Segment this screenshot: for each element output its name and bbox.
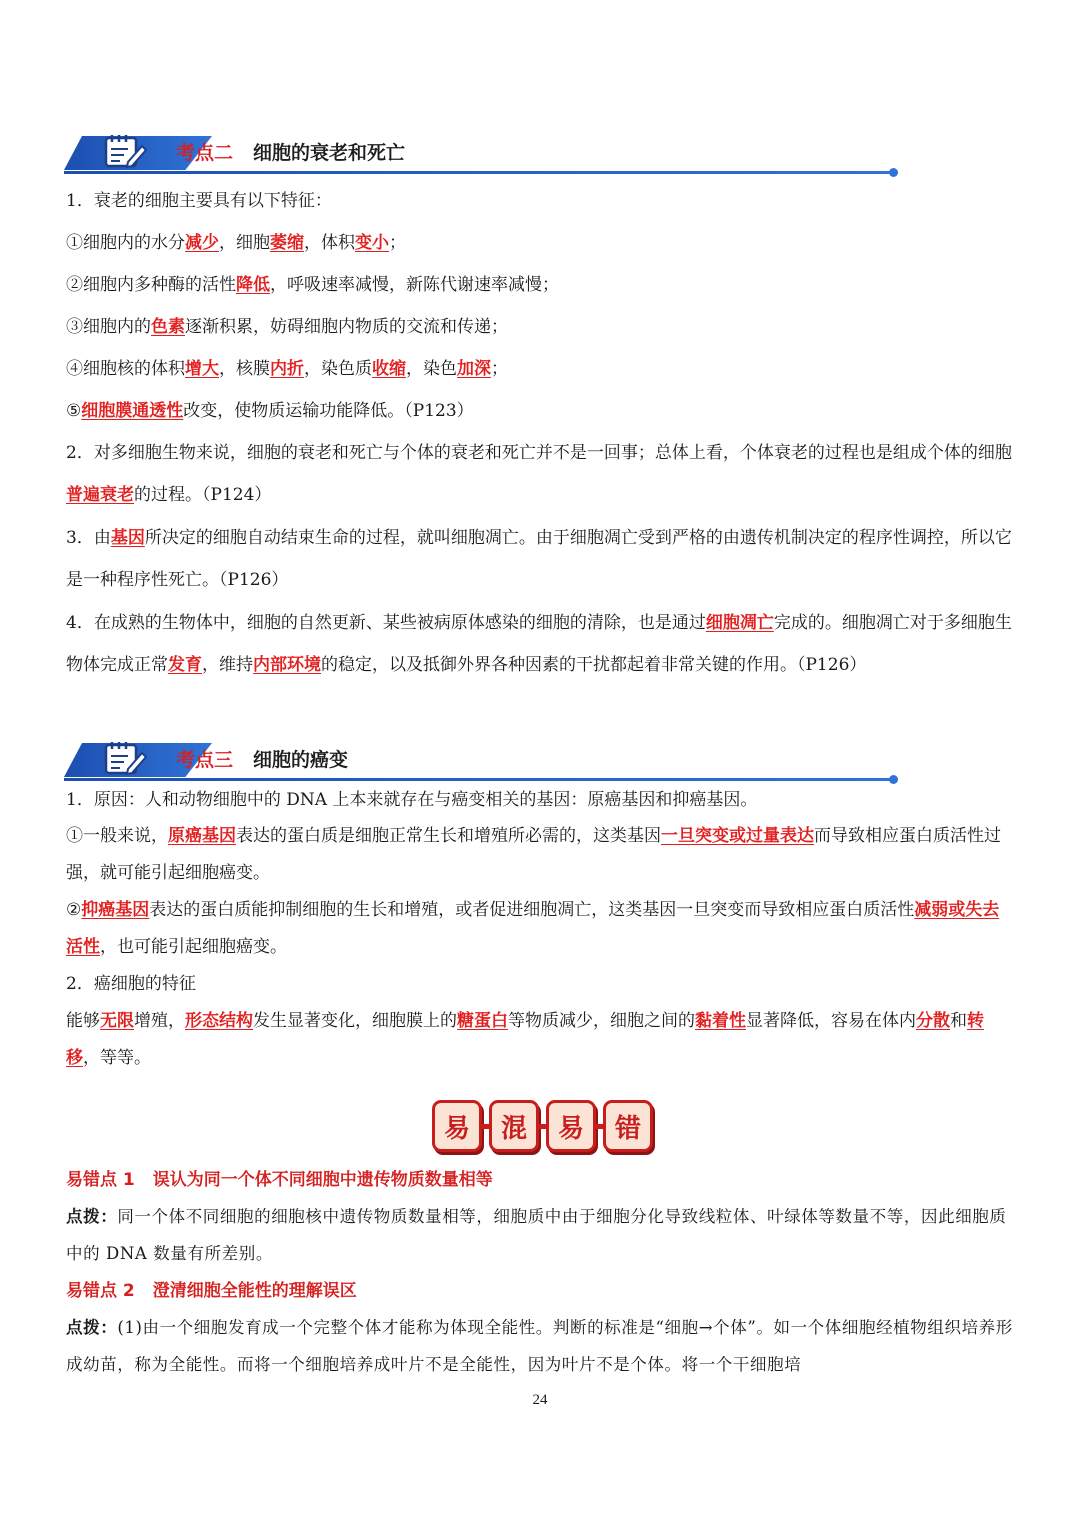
- paragraph: ⑤细胞膜通透性改变，使物质运输功能降低。（P123）: [66, 401, 474, 421]
- key-term: 一旦突变或过量表达: [661, 826, 814, 846]
- paragraph: ①细胞内的水分减少，细胞萎缩，体积变小；: [66, 233, 406, 253]
- tip-paragraph: 点拨：(1)由一个细胞发育成一个完整个体才能称为体现全能性。判断的标准是“细胞→个体”。如一个体细胞经植物组织培养形成幼苗，称为全能性。而将一个细胞培养成叶片不是全能性，因为叶片不是个体。将一个干细胞培: [66, 1318, 1013, 1374]
- section-number: 考点二: [176, 141, 234, 164]
- section-header-3: [64, 737, 894, 781]
- key-term: 减弱或失去活性: [66, 900, 1000, 957]
- key-term: 发育: [168, 655, 202, 675]
- notepad-pencil-icon: [98, 739, 154, 779]
- banner-char: 易: [432, 1100, 482, 1152]
- banner-char: 易: [546, 1100, 596, 1152]
- paragraph: 4．在成熟的生物体中，细胞的自然更新、某些被病原体感染的细胞的清除，也是通过细胞凋亡完成的。细胞凋亡对于多细胞生物体完成正常发育，维持内部环境的稳定，以及抵御外界各种因素的干扰都起着非常关键的作用。（P126）: [66, 613, 1012, 675]
- banner-char: 错: [603, 1100, 653, 1152]
- page-number: 24: [532, 1392, 548, 1408]
- key-term: 色素: [151, 317, 185, 337]
- paragraph: 1．衰老的细胞主要具有以下特征：: [66, 191, 332, 211]
- key-term: 普遍衰老: [66, 485, 134, 505]
- tip-label: 点拨：: [66, 1207, 118, 1226]
- section-header-2: [64, 130, 894, 174]
- key-term: 糖蛋白: [457, 1011, 508, 1031]
- key-term: 收缩: [372, 359, 406, 379]
- paragraph: ②抑癌基因表达的蛋白质能抑制细胞的生长和增殖，或者促进细胞凋亡，这类基因一旦突变而导致相应蛋白质活性减弱或失去活性，也可能引起细胞癌变。: [66, 900, 1000, 957]
- tip-paragraph: 点拨：同一个体不同细胞的细胞核中遗传物质数量相等，细胞质中由于细胞分化导致线粒体、叶绿体等数量不等，因此细胞质中的 DNA 数量有所差别。: [66, 1207, 1007, 1263]
- key-term: 内部环境: [253, 655, 321, 675]
- section-number: 考点三: [176, 748, 234, 771]
- paragraph: 2．对多细胞生物来说，细胞的衰老和死亡与个体的衰老和死亡并不是一回事；总体上看，个体衰老的过程也是组成个体的细胞普遍衰老的过程。（P124）: [66, 443, 1012, 505]
- tip-label: 点拨：: [66, 1318, 118, 1337]
- key-term: 基因: [110, 528, 145, 548]
- paragraph: 2．癌细胞的特征: [66, 974, 196, 994]
- paragraph: ③细胞内的色素逐渐积累，妨碍细胞内物质的交流和传递；: [66, 317, 508, 337]
- key-term: 变小: [355, 233, 389, 253]
- key-term: 抑癌基因: [81, 900, 150, 920]
- section-title: 细胞的癌变: [253, 748, 349, 771]
- key-term: 增大: [185, 359, 219, 379]
- paragraph: ①一般来说，原癌基因表达的蛋白质是细胞正常生长和增殖所必需的，这类基因一旦突变或过量表达而导致相应蛋白质活性过强，就可能引起细胞癌变。: [66, 826, 1001, 883]
- key-term: 降低: [236, 275, 270, 295]
- key-term: 转移: [66, 1011, 984, 1068]
- key-term: 细胞凋亡: [705, 613, 774, 633]
- header-rule: [64, 778, 894, 781]
- key-term: 形态结构: [185, 1011, 253, 1031]
- paragraph: 3．由基因所决定的细胞自动结束生命的过程，就叫细胞凋亡。由于细胞凋亡受到严格的由遗传机制决定的程序性调控，所以它是一种程序性死亡。（P126）: [66, 528, 1012, 590]
- key-term: 细胞膜通透性: [81, 401, 184, 421]
- header-rule: [64, 171, 894, 174]
- banner-char: 混: [489, 1100, 539, 1152]
- key-term: 萎缩: [270, 233, 304, 253]
- paragraph: ②细胞内多种酶的活性降低，呼吸速率减慢，新陈代谢速率减慢；: [66, 275, 559, 295]
- key-term: 内折: [270, 359, 304, 379]
- error-point-heading: 易错点 2 澄清细胞全能性的理解误区: [66, 1281, 357, 1301]
- key-term: 黏着性: [695, 1011, 746, 1031]
- paragraph: 能够无限增殖，形态结构发生显著变化，细胞膜上的糖蛋白等物质减少，细胞之间的黏着性显著降低，容易在体内分散和转移，等等。: [66, 1011, 984, 1068]
- confusion-banner: [432, 1100, 652, 1156]
- key-term: 减少: [185, 233, 219, 253]
- paragraph: 1．原因：人和动物细胞中的 DNA 上本来就存在与癌变相关的基因：原癌基因和抑癌基因。: [66, 790, 758, 810]
- key-term: 加深: [457, 359, 491, 379]
- key-term: 分散: [916, 1011, 950, 1031]
- error-point-heading: 易错点 1 误认为同一个体不同细胞中遗传物质数量相等: [66, 1170, 493, 1190]
- section-title: 细胞的衰老和死亡: [253, 141, 406, 164]
- notepad-pencil-icon: [98, 132, 154, 172]
- paragraph: ④细胞核的体积增大，核膜内折，染色质收缩，染色加深；: [66, 359, 508, 379]
- key-term: 原癌基因: [168, 826, 236, 846]
- key-term: 无限: [100, 1011, 134, 1031]
